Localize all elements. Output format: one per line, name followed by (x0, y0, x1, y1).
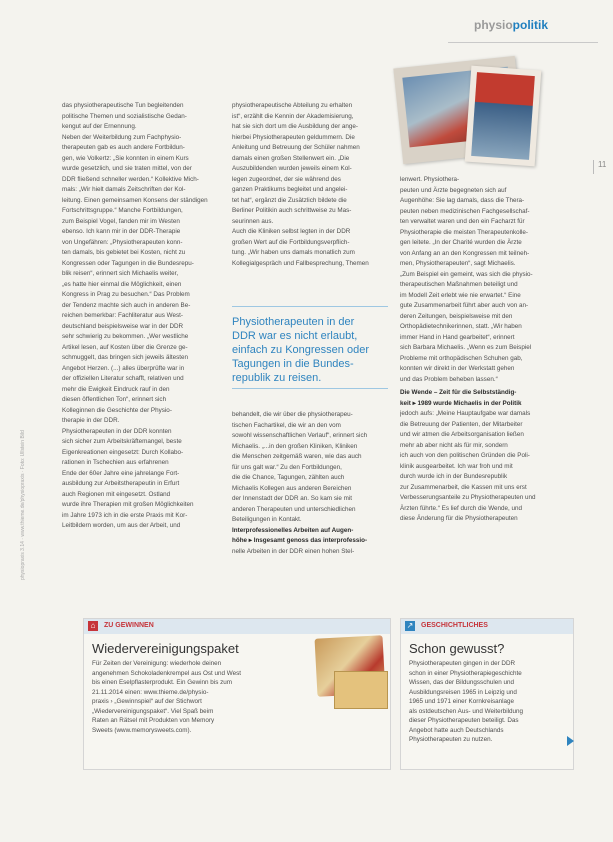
text-line: legen zugeordnet, der sie während des (232, 175, 341, 183)
text-line: einfach zu Kongressen oder (232, 344, 369, 356)
gift-icon: ⌂ (88, 621, 98, 631)
text-line: zur Zusammenarbeit, die Kassen mit uns erst (400, 483, 527, 491)
text-line: als ostdeutschen Aus- und Weiterbildung (409, 707, 523, 715)
text-line: ich auch von den politischen Gründen die Poli- (400, 452, 530, 459)
text-line: Sweets (www.memorysweets.com). (92, 726, 192, 734)
text-line: Kongressen oder Tagungen in die Bundesrepu- (62, 259, 194, 267)
column-2-continued (232, 410, 390, 557)
text-line: Die Wende – Zeit für die Selbstständig- (400, 389, 517, 396)
text-line: „Wiedervereinigungspaket“. Viel Spaß beim (92, 707, 214, 715)
text-line: Kongress in Prag zu besuchen.“ Das Problem (62, 291, 190, 298)
section-prefix: physio (474, 18, 513, 32)
column-1 (62, 101, 222, 532)
text-line: der Tendenz machte sich auch in anderen Be- (62, 301, 191, 309)
text-line: Angebot hatte auch Deutschlands (409, 726, 504, 734)
text-line: sehr schwierig zu bekommen. „Wer westliche (62, 333, 189, 340)
text-line: Michaelis Kollegen aus anderen Bereichen (232, 484, 352, 492)
quote-rule-top (232, 306, 388, 307)
text-line: Berliner Politikin auch schrittweise zu Mas- (232, 207, 352, 214)
text-line: Orthopädietechnikerinnen, statt. „Wir haben (400, 323, 522, 330)
prize-box-label: ZU GEWINNEN (104, 622, 154, 629)
text-line: ist“, erzählt die Kennin der Akademisierung, (232, 112, 354, 120)
history-box (400, 618, 574, 770)
text-line: men, Physiotherapeuten“, sagt Michaelis. (400, 260, 516, 267)
quote-rule-bottom (232, 388, 388, 389)
text-line: Neben der Weiterbildung zum Fachphysio- (62, 133, 182, 141)
text-line: ten damals, bis gebietet bei Kosten, nicht zu (62, 249, 186, 256)
text-line: blik reisen“, erinnert sich Michaelis weiter, (62, 270, 179, 277)
text-line: Ausbildungsreisen 1965 in Leipzig und (409, 688, 517, 696)
text-line: sich sicher zum Arbeitskräftemangel, beste (62, 438, 182, 445)
text-line: anderen Therapeuten und unterschiedlichen (232, 505, 356, 513)
history-box-label: GESCHICHTLICHES (421, 622, 488, 629)
text-line: DDR war es nicht erlaubt, (232, 330, 358, 342)
page-number: 11 (593, 160, 613, 174)
text-line: Kolleginnen die Geschichte der Physio- (62, 406, 172, 414)
text-line: die Betreuung der Patienten, der Mitarbeiter (400, 420, 523, 428)
text-line: Tagungen in die Bundes- (232, 358, 354, 370)
text-line: rationen in Tschechien aus erfahrenen (62, 459, 169, 466)
text-line: hat sie sich dort um die Ausbildung der ange- (232, 123, 359, 130)
text-line: zum Beispiel Vogel, fanden mir im Westen (62, 217, 180, 225)
text-line: Verbesserungsanteile zu Physiotherapeuten und (400, 494, 536, 501)
text-line: Michaelis. „...in den großen Kliniken, Kliniken (232, 442, 358, 450)
text-line: hierbei Physiotherapeuten geldummern. Die (232, 133, 355, 141)
text-line: Leitbildern worden, um aus der Arbeit, und (62, 522, 181, 529)
text-line: ebenso. Ich kann mir in der DDR-Therapie (62, 228, 181, 235)
column-2 (232, 101, 390, 269)
text-line: keit ▸ 1989 wurde Michaelis in der Politik (400, 399, 522, 407)
text-line: Anleitung und Betreuung der Schüler nahmen (232, 144, 360, 151)
text-line: der Innenstadt der DDR an. So kam sie mit (232, 495, 353, 502)
text-line: damals einen großen Stellenwert ein. „Die (232, 154, 350, 162)
product-box-photo (334, 671, 388, 709)
text-line: Physiotherapie die meisten Therapeutenkolle- (400, 228, 528, 236)
history-box-header (401, 619, 573, 634)
text-line: therapie in der DDR. (62, 417, 120, 424)
arrow-icon: ↗ (406, 621, 414, 630)
text-line: Augenhöhe: Sie lag damals, dass die Thera- (400, 197, 525, 204)
text-line: tung. „Wir haben uns damals monatlich zum (232, 249, 355, 256)
text-line: mals: „Wir hielt damals Zeitschriften der Kol- (62, 186, 186, 193)
text-line: großen Wert auf die Fortbildungsverpflich- (232, 238, 350, 246)
text-line: 1965 und 1971 einer Kornkreisanlage (409, 698, 515, 705)
text-line: Physiotherapeuten zu nutzen. (409, 736, 493, 743)
text-line: Physiotherapeuten in der (232, 316, 355, 328)
text-line: durch wurde ich in der Bundesrepublik (400, 473, 508, 480)
text-line: bis einen Eselpflasterprodukt. Ein Gewinn bis zum (92, 679, 233, 686)
prize-box (83, 618, 391, 770)
side-credit: physiopraxis 3.14 · www.thieme.de/physiopraxis · Foto: Ullstein Bild (20, 430, 26, 580)
text-line: „Zum Beispiel ein gemeint, was sich die physio- (400, 270, 533, 278)
section-suffix: politik (512, 18, 549, 32)
text-line: ausbildung zur Arbeitstherapeutin in Erfurt (62, 480, 180, 487)
text-line: kengut auf der Ernennung. (62, 123, 137, 130)
text-line: physiotherapeutische Abteilung zu erhalten (232, 102, 353, 109)
pull-quote (232, 315, 390, 385)
text-line: und das Problem beheben lassen.“ (400, 375, 498, 383)
text-line: höhe ▸ Insgesamt genoss das interprofessio- (232, 537, 368, 544)
text-line: Physiotherapeuten gingen in der DDR (409, 660, 516, 667)
history-box-text (409, 659, 523, 745)
text-line: Auch die Kliniken selbst legten in der DDR (232, 228, 351, 235)
text-line: von Ungefähren: „Physiotherapeuten konn- (62, 238, 183, 246)
text-line: therapeuten gab es auch andere Fortbildun- (62, 144, 185, 151)
text-line: Wissen, das der Bildungsschulen und (409, 679, 515, 686)
prize-box-text (92, 659, 241, 735)
text-line: wurde gesetzlich, und sie traten mittel, von der (62, 165, 192, 172)
text-line: tischen Fachartikel, die wir an den vom (232, 421, 341, 429)
text-line: lenwert. Physiothera- (400, 176, 460, 183)
text-line: deren Zeitungen, beispielsweise mit den (400, 312, 513, 320)
text-line: Eigenkreationen eingesetzt: Durch Kollabo- (62, 448, 184, 456)
text-line: dieser Physiotherapeuten beteiligt. Das (409, 717, 519, 724)
text-line: Angebot Herzen. (...) alles überprüfte war in (62, 364, 185, 372)
text-line: nelle Arbeiten in der DDR einen hohen Stel- (232, 547, 355, 555)
text-line: jedoch aufs: „Meine Hauptaufgabe war damals (400, 410, 531, 417)
text-line: sich Barbara Michaelis. „Wenn es zum Beispiel (400, 344, 532, 351)
text-line: Für Zeiten der Vereinigung: wiederhole deinen (92, 660, 222, 667)
text-line: Ärzten führte.“ Es lief durch die Wende, und (400, 504, 523, 512)
prize-box-header (84, 619, 390, 634)
text-line: das physiotherapeutische Tun begleitenden (62, 102, 184, 109)
header-rule (448, 42, 598, 43)
text-line: DDR fließend schneller werden.“ Kollektive Mich- (62, 175, 199, 183)
text-line: gute Zusammenarbeit führt aber auch von an- (400, 302, 529, 309)
text-line: schmuggelt, das bringen sich jeweils ältesten (62, 354, 189, 361)
text-line: leitung. Einen gemeinsamen Konsens der ständigen (62, 196, 208, 204)
text-line: Artikel lesen, auf Kosten über die Grenze ge- (62, 343, 188, 351)
text-line: im Modell Zeit erlebt wie nie erwartet.“ Eine (400, 291, 521, 299)
text-line: mehr die Ewigkeit Eindruck rauf in den (62, 385, 170, 393)
text-line: politische Themen und sozialistische Gedan- (62, 112, 187, 120)
stamp-photo-2 (465, 66, 542, 167)
text-line: wurde ihre Therapien mit großen Möglichkeiten (62, 501, 194, 508)
text-line: Ende der 60er Jahre eine jahrelange Fort- (62, 469, 180, 477)
text-line: ten verwaltet waren und den ein Facharzt für (400, 218, 525, 225)
text-line: Kollegialgespräch und Fallbesprechung, Themen (232, 259, 369, 267)
text-line: „es hatte hier einmal die Möglichkeit, einen (62, 280, 182, 288)
text-line: gen, wie Volkertz: „Sie konnten in einem Kurs (62, 154, 189, 162)
stamp-image-2 (471, 72, 535, 160)
text-line: praxis › „Gewinnspiel“ auf der Stichwort (92, 698, 202, 705)
text-line: im Jahre 1973 ich in die erste Praxis mit Kor- (62, 511, 188, 519)
text-line: peuten neben medizinischen Fachgesellschaf- (400, 207, 530, 215)
text-line: therapeutischen Maßnahmen beteiligt und (400, 281, 518, 288)
text-line: die die Chance, Tagungen, zählten auch (232, 474, 345, 481)
text-line: Probleme mit orthopädischen Schuhen gab, (400, 354, 523, 362)
text-line: diese Änderung für die Physiotherapeuten (400, 515, 518, 522)
text-line: sowohl wissenschaftlichen Verlauf“, erinnert sich (232, 432, 368, 439)
text-line: Physiotherapeuten in der DDR konnten (62, 427, 172, 435)
text-line: diesen öffentlichen Ton“, erinnert sich (62, 396, 167, 403)
text-line: mehr ab aber nicht als für mir, sondern (400, 441, 508, 449)
text-line: Raten an Rätsel mit Produkten von Memory (92, 717, 215, 724)
text-line: klinik ausgearbeitet. Ich war froh und mit (400, 462, 513, 470)
text-line: angenehmen Schokoladenkrempel aus Ost und West (92, 669, 242, 677)
text-line: ganzen Praktikums begleitet und angelei- (232, 186, 348, 193)
column-3-section (400, 388, 572, 525)
text-line: Auszubildenden wurden jeweils einem Kol- (232, 165, 352, 172)
text-line: der offiziellen Literatur schafft, relativen und (62, 375, 184, 382)
section-tag (474, 18, 548, 32)
text-line: für uns galt war.“ Zu den Fortbildungen, (232, 463, 342, 471)
text-line: und wir atmen die Arbeitsorganisation ließen (400, 431, 524, 438)
text-line: die Menschen zeitgemäß waren, wie das auch (232, 453, 362, 460)
text-line: Beteiligungen in Kontakt. (232, 516, 302, 523)
text-line: von Anfang an an den Kongressen mit teilneh- (400, 249, 530, 257)
text-line: reichen bemerkbar: Fachliteratur aus West- (62, 312, 183, 319)
text-line: 21.11.2014 einen: www.thieme.de/physio- (92, 688, 209, 696)
text-line: behandelt, die wir über die physiotherapeu- (232, 411, 353, 418)
text-line: Fortschrittsgruppe.“ Manche Fortbildungen, (62, 207, 183, 214)
text-line: immer Hand in Hand gearbeitet“, erinnert (400, 333, 515, 341)
text-line: gen leitete. „In der Charité wurden die Ärzte (400, 239, 522, 246)
text-line: auch Regionen mit eingesetzt. Ostland (62, 490, 171, 498)
history-box-title: Schon gewusst? (409, 641, 505, 656)
prize-box-title: Wiedervereinigungspaket (92, 641, 239, 656)
text-line: republik zu reisen. (232, 372, 322, 384)
text-line: schon in einer Physiotherapiegeschichte (409, 669, 522, 677)
text-line: konnten wir direkt in der Werkstatt gehen (400, 365, 515, 372)
text-line: deutschland beispielsweise war in der DDR (62, 322, 184, 330)
column-3 (400, 175, 572, 385)
text-line: Interprofessionelles Arbeiten auf Augen- (232, 526, 354, 534)
text-line: tet hat“, ergänzt die Zusätzlich bildete die (232, 196, 347, 204)
text-line: peuten und Ärzte begegneten sich auf (400, 186, 507, 194)
text-line: seurinnen aus. (232, 217, 274, 225)
continue-arrow-icon (567, 736, 574, 746)
